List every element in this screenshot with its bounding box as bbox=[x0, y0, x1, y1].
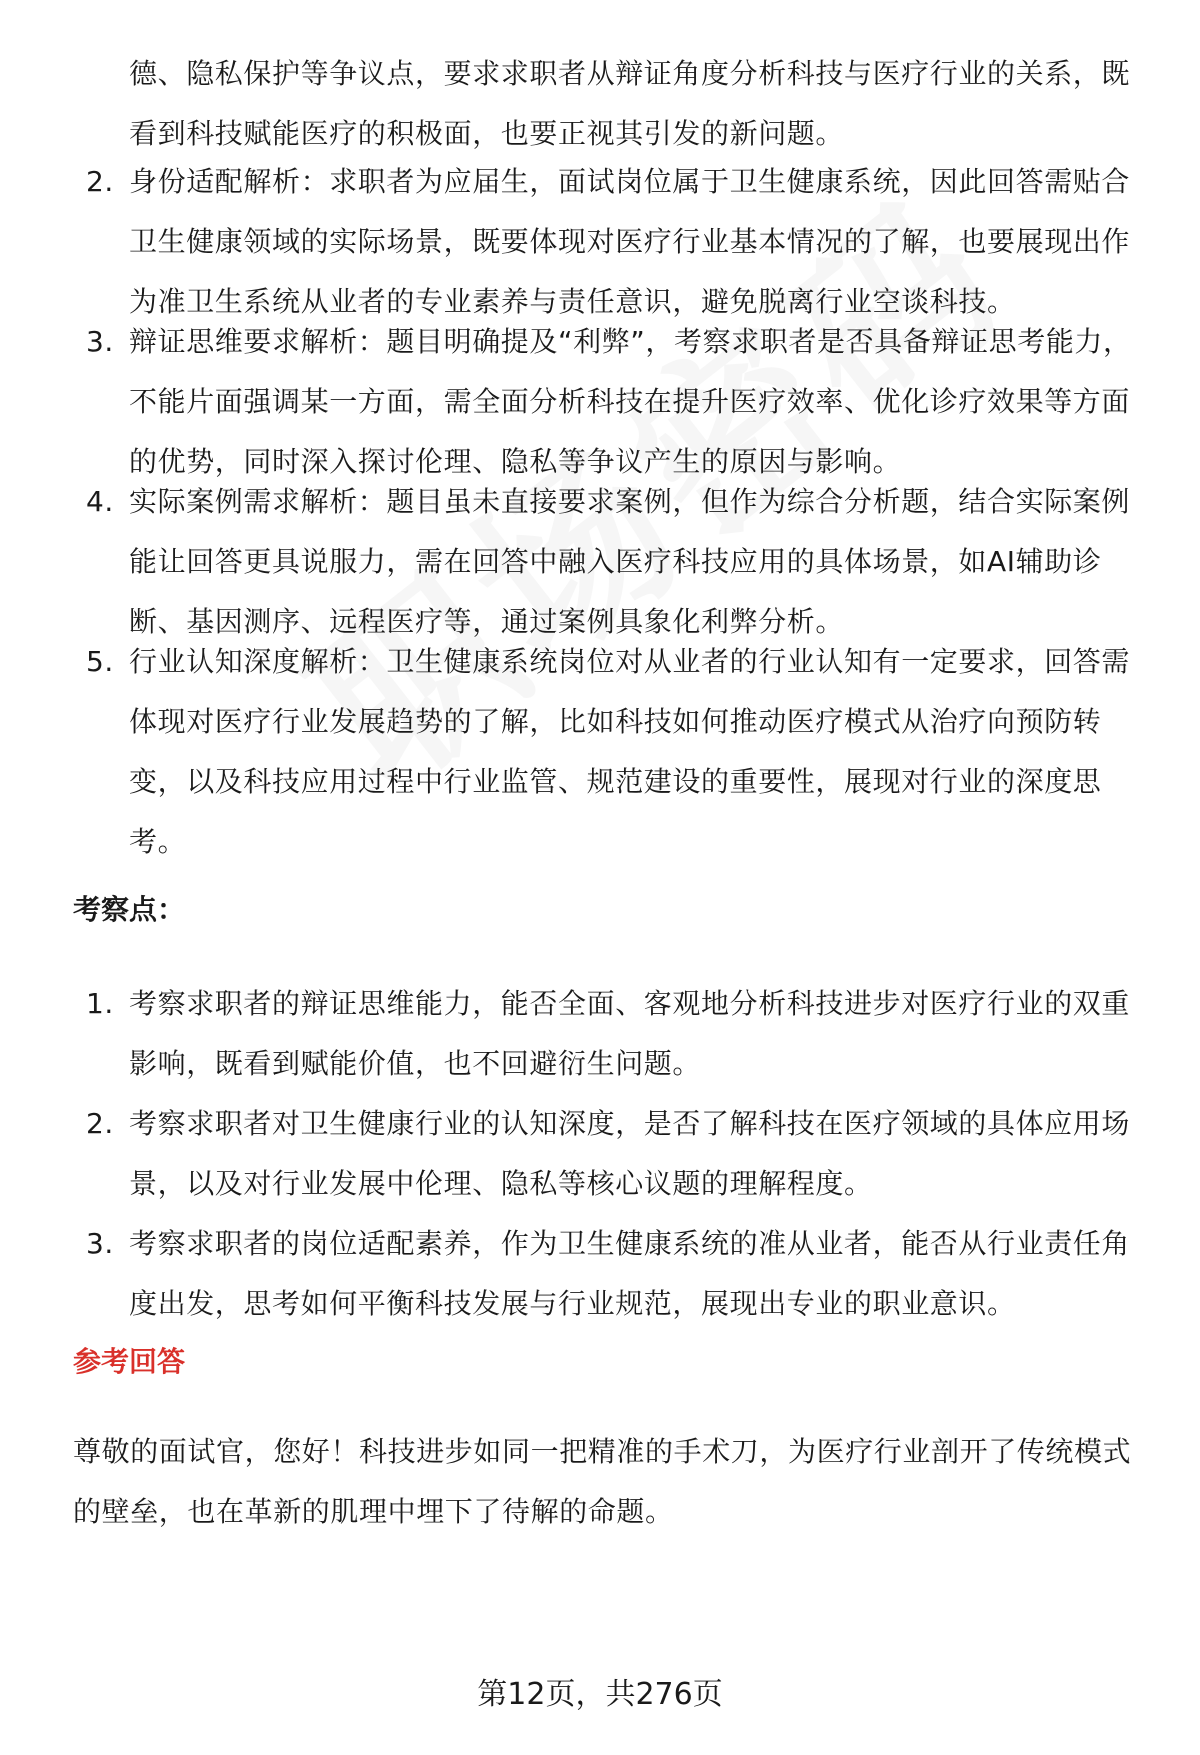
section-heading-answer: 参考回答 bbox=[73, 1345, 186, 1378]
list-number: 2. bbox=[86, 1107, 114, 1140]
list-number: 3. bbox=[86, 325, 114, 358]
list-text: 行业认知深度解析：卫生健康系统岗位对从业者的行业认知有一定要求，回答需体现对医疗行业发展趋势的了解，比如科技如何推动医疗模式从治疗向预防转变，以及科技应用过程中行业监管、规范建设的重要性，展现对行业的深度思考。 bbox=[129, 645, 1131, 858]
list-text: 考察求职者的辩证思维能力，能否全面、客观地分析科技进步对医疗行业的双重影响，既看到赋能价值，也不回避衍生问题。 bbox=[129, 987, 1131, 1080]
list-text: 考察求职者的岗位适配素养，作为卫生健康系统的准从业者，能否从行业责任角度出发，思考如何平衡科技发展与行业规范，展现出专业的职业意识。 bbox=[129, 1227, 1131, 1320]
list-number: 3. bbox=[86, 1227, 114, 1260]
list-text: 考察求职者对卫生健康行业的认知深度，是否了解科技在医疗领域的具体应用场景，以及对行业发展中伦理、隐私等核心议题的理解程度。 bbox=[129, 1107, 1131, 1200]
points-item bbox=[86, 974, 1139, 1094]
analysis-item bbox=[86, 152, 1139, 332]
list-number: 2. bbox=[86, 165, 114, 198]
list-text: 身份适配解析：求职者为应届生，面试岗位属于卫生健康系统，因此回答需贴合卫生健康领域的实际场景，既要体现对医疗行业基本情况的了解，也要展现出作为准卫生系统从业者的专业素养与责任意识，避免脱离行业空谈科技。 bbox=[129, 165, 1131, 318]
answer-paragraph: 尊敬的面试官，您好！科技进步如同一把精准的手术刀，为医疗行业剖开了传统模式的壁垒，也在革新的肌理中埋下了待解的命题。 bbox=[73, 1435, 1132, 1528]
list-number: 1. bbox=[86, 987, 114, 1020]
list-number: 4. bbox=[86, 485, 114, 518]
list-text: 实际案例需求解析：题目虽未直接要求案例，但作为综合分析题，结合实际案例能让回答更具说服力，需在回答中融入医疗科技应用的具体场景，如AI辅助诊断、基因测序、远程医疗等，通过案例具象化利弊分析。 bbox=[129, 485, 1131, 638]
analysis-item bbox=[86, 312, 1139, 492]
section-heading-points: 考察点： bbox=[73, 893, 186, 926]
points-item bbox=[86, 1094, 1139, 1214]
list-item-continuation: 德、隐私保护等争议点，要求求职者从辩证角度分析科技与医疗行业的关系，既看到科技赋能医疗的积极面，也要正视其引发的新问题。 bbox=[129, 57, 1131, 150]
points-item bbox=[86, 1214, 1139, 1334]
page-footer: 第12页，共276页 bbox=[477, 1677, 723, 1712]
list-text: 辩证思维要求解析：题目明确提及“利弊”，考察求职者是否具备辩证思考能力，不能片面强调某一方面，需全面分析科技在提升医疗效率、优化诊疗效果等方面的优势，同时深入探讨伦理、隐私等争议产生的原因与影响。 bbox=[129, 325, 1132, 478]
list-number: 5. bbox=[86, 645, 114, 678]
analysis-item bbox=[86, 632, 1139, 872]
analysis-item bbox=[86, 472, 1139, 652]
